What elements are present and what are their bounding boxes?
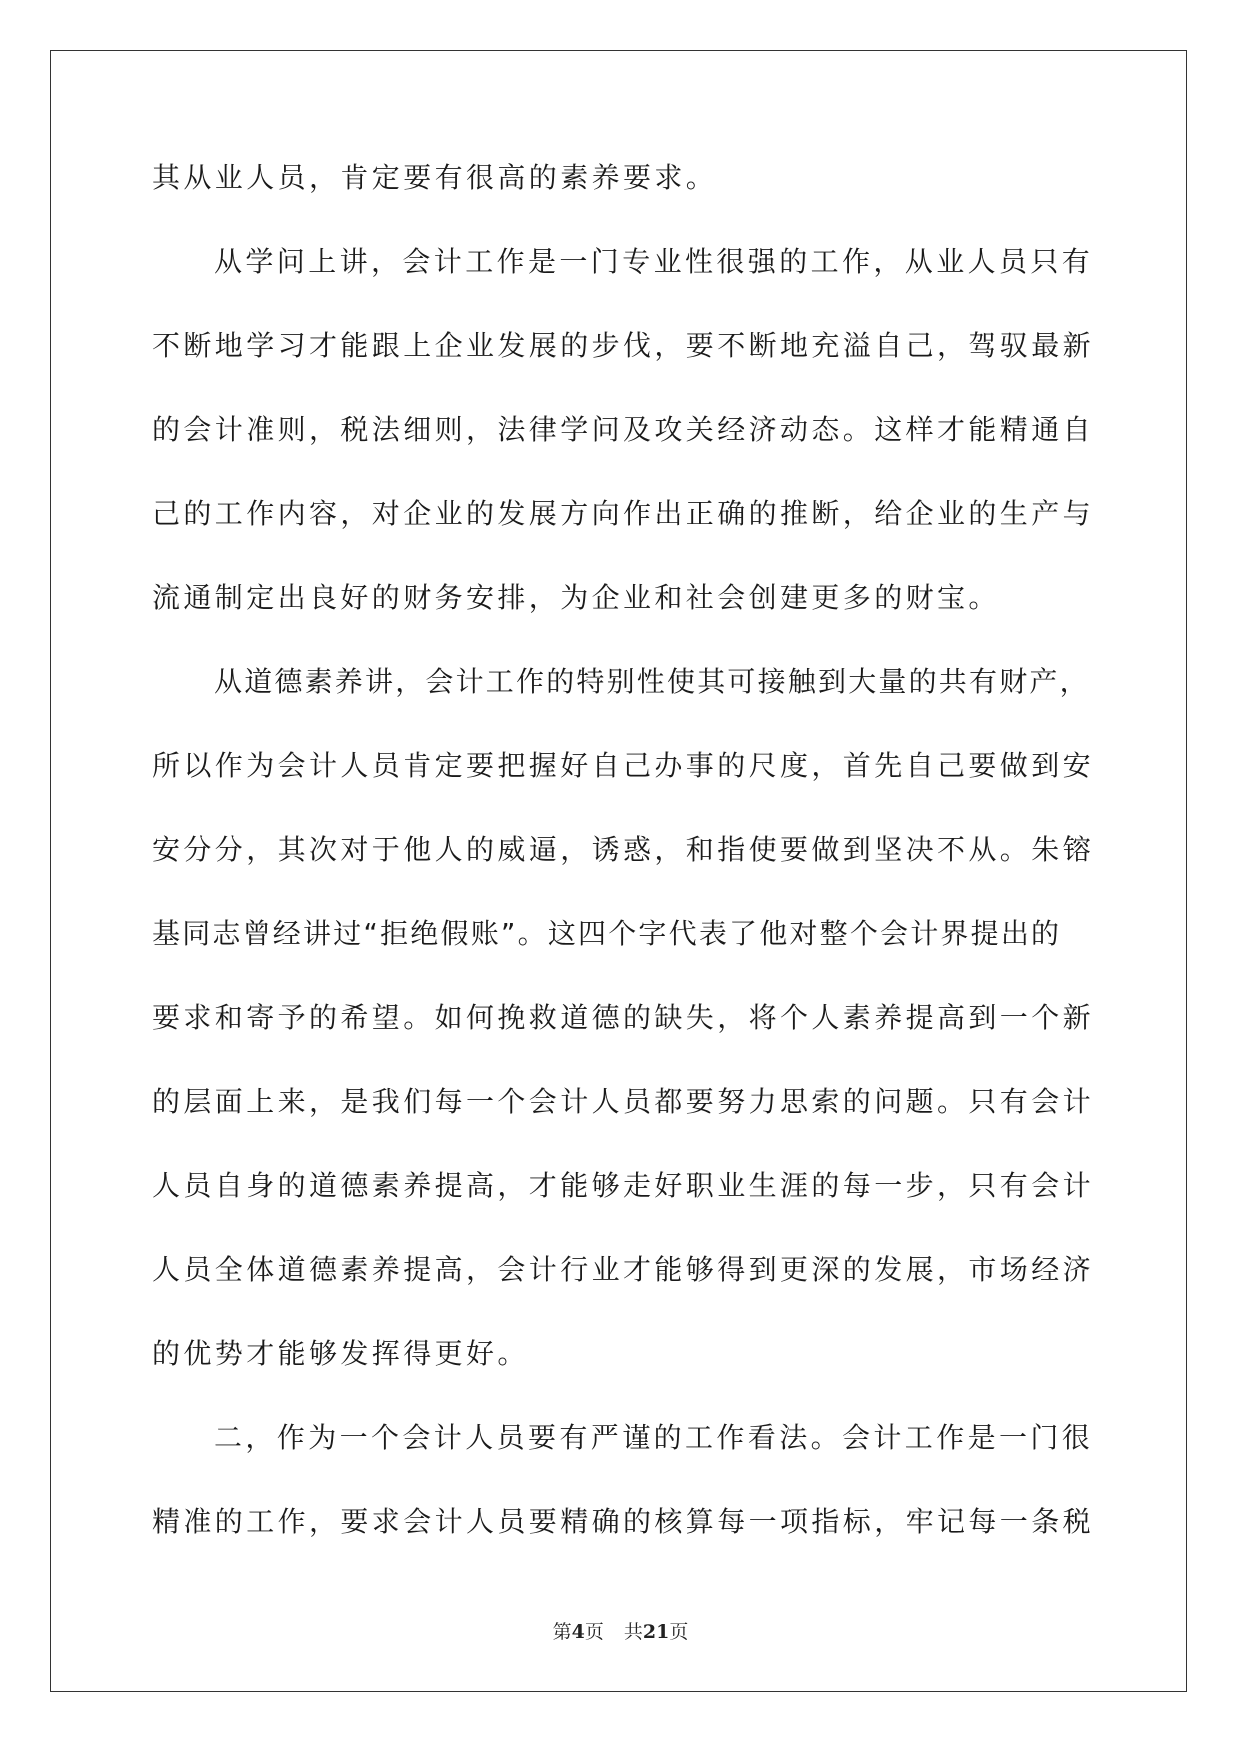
line-text: 所以作为会计人员肯定要把握好自己办事的尺度，首先自己要做到安 — [152, 749, 1095, 782]
line-text: 二，作为一个会计人员要有严谨的工作看法。会计工作是一门很 — [214, 1421, 1094, 1454]
text-line — [152, 580, 1092, 664]
text-line — [152, 1252, 1095, 1336]
line-text: 其从业人员，肯定要有很高的素养要求。 — [152, 161, 718, 194]
document-body — [152, 160, 1095, 1588]
line-text: 不断地学习才能跟上企业发展的步伐，要不断地充溢自己，驾驭最新 — [152, 329, 1095, 362]
text-line — [152, 160, 1092, 244]
total-pages: 21 — [642, 1621, 670, 1643]
text-line — [152, 1504, 1095, 1588]
line-text: 的会计准则，税法细则，法律学问及攻关经济动态。这样才能精通自 — [152, 413, 1095, 446]
text-line — [152, 1420, 1092, 1504]
text-line — [152, 1336, 1092, 1420]
page-suffix: 页 — [584, 1621, 604, 1643]
text-line — [152, 832, 1095, 916]
text-line — [152, 328, 1095, 412]
text-line — [152, 1000, 1095, 1084]
line-text: 流通制定出良好的财务安排，为企业和社会创建更多的财宝。 — [152, 581, 1000, 614]
page-number: 4 — [571, 1621, 585, 1643]
line-text: 从道德素养讲，会计工作的特别性使其可接触到大量的共有财产， — [214, 665, 1090, 698]
line-text: 要求和寄予的希望。如何挽救道德的缺失，将个人素养提高到一个新 — [152, 1001, 1095, 1034]
text-line — [152, 1168, 1095, 1252]
line-text: 的层面上来，是我们每一个会计人员都要努力思索的问题。只有会计 — [152, 1085, 1095, 1118]
page-prefix: 第 — [552, 1621, 572, 1643]
line-text: 基同志曾经讲过“拒绝假账”。这四个字代表了他对整个会计界提出的 — [152, 917, 1062, 950]
text-line — [152, 496, 1095, 580]
line-text: 人员自身的道德素养提高，才能够走好职业生涯的每一步，只有会计 — [152, 1169, 1095, 1202]
line-text: 从学问上讲，会计工作是一门专业性很强的工作，从业人员只有 — [214, 245, 1094, 278]
text-line — [152, 1084, 1095, 1168]
line-text: 的优势才能够发挥得更好。 — [152, 1337, 529, 1370]
page-footer — [0, 1617, 1241, 1644]
line-text: 己的工作内容，对企业的发展方向作出正确的推断，给企业的生产与 — [152, 497, 1095, 530]
total-prefix: 共 — [623, 1621, 643, 1643]
text-line — [152, 664, 1092, 748]
line-text: 安分分，其次对于他人的威逼，诱惑，和指使要做到坚决不从。朱镕 — [152, 833, 1095, 866]
text-line — [152, 412, 1095, 496]
text-line — [152, 916, 1092, 1000]
text-line — [152, 748, 1095, 832]
total-suffix: 页 — [669, 1621, 689, 1643]
text-line — [152, 244, 1092, 328]
line-text: 人员全体道德素养提高，会计行业才能够得到更深的发展，市场经济 — [152, 1253, 1095, 1286]
line-text: 精准的工作，要求会计人员要精确的核算每一项指标，牢记每一条税 — [152, 1505, 1095, 1538]
